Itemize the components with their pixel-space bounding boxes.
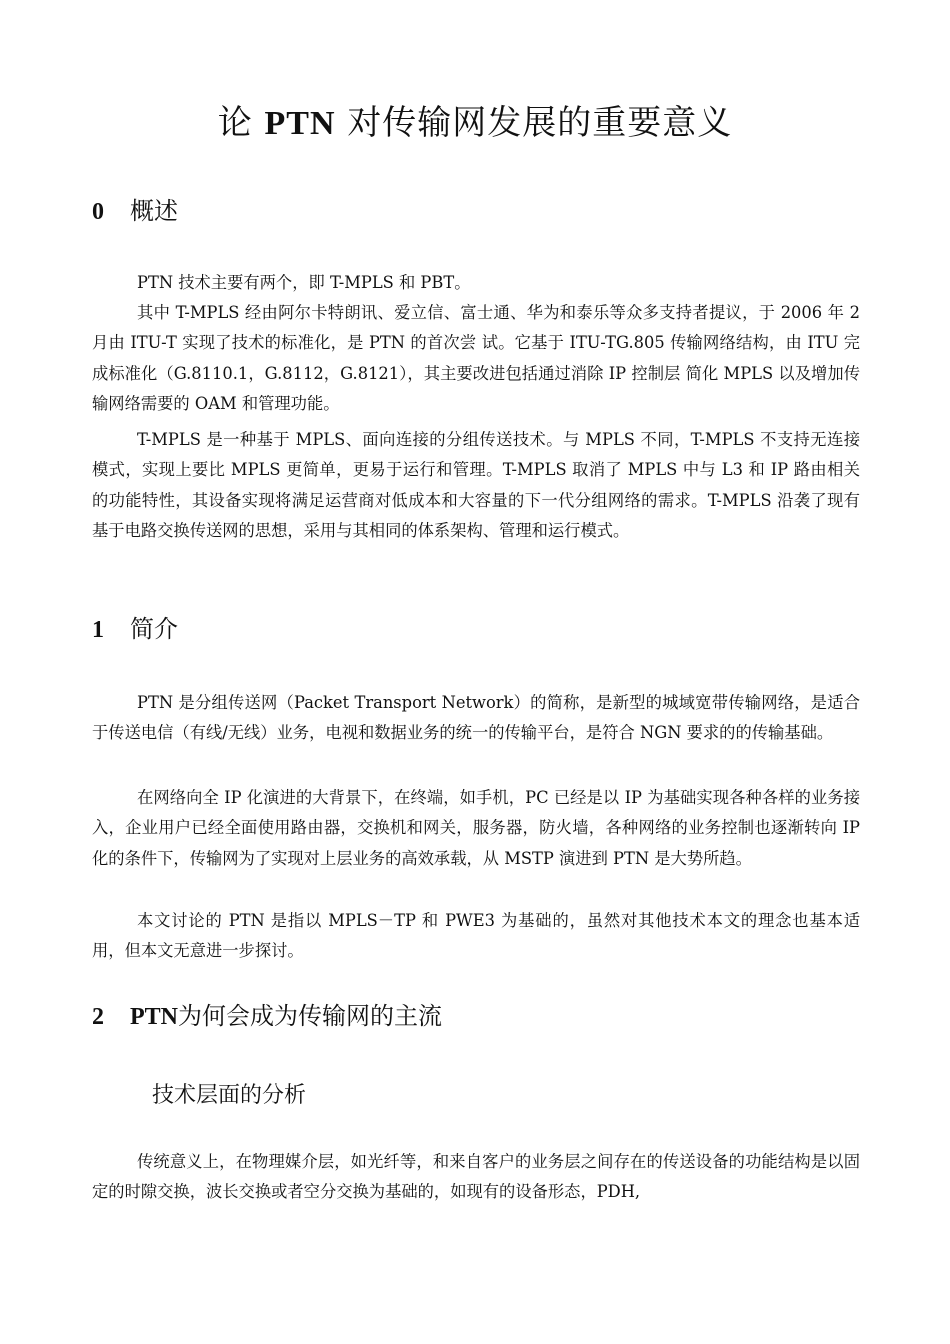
document-title — [0, 100, 950, 147]
section-heading-2 — [92, 1001, 442, 1032]
section-title: 概述 — [130, 197, 178, 225]
paragraph: 本文讨论的 PTN 是指以 MPLS－TP 和 PWE3 为基础的，虽然对其他技术本文的理念也基本适用，但本文无意进一步探讨。 — [92, 911, 860, 961]
section-number: 0 — [92, 199, 104, 225]
subsection-heading: 技术层面的分析 — [152, 1083, 307, 1108]
paragraph: 其中 T-MPLS 经由阿尔卡特朗讯、爱立信、富士通、华为和泰乐等众多支持者提议，于 2006 年 2 月由 ITU-T 实现了技术的标准化，是 PTN 的首次尝 试。它基于 ITU-TG.805 传输网络结构，由 ITU 完成标准化（G.8110.1，G.8112，G.8121），其主要改进包括通过消除 IP 控制层 简化 MPLS 以及增加传输网络需要的 OAM 和管理功能。 — [92, 303, 860, 414]
section-title: 简介 — [130, 615, 178, 643]
title-suffix: 对传输网发展的重要意义 — [347, 103, 733, 143]
section-heading-1 — [92, 614, 178, 645]
title-prefix: 论 — [217, 103, 253, 143]
section-number: 1 — [92, 617, 104, 643]
section-heading-0 — [92, 196, 178, 227]
title-bold: PTN — [264, 105, 336, 142]
paragraph: 在网络向全 IP 化演进的大背景下，在终端，如手机，PC 已经是以 IP 为基础实现各种各样的业务接入，企业用户已经全面使用路由器，交换机和网关，服务器，防火墙，各种网络的业务控制也逐渐转向 IP 化的条件下，传输网为了实现对上层业务的高效承载，从 MSTP 演进到 PTN 是大势所趋。 — [92, 788, 860, 868]
section-title-bold: PTN — [130, 1004, 178, 1030]
section-number: 2 — [92, 1004, 104, 1030]
paragraph: PTN 技术主要有两个，即 T-MPLS 和 PBT。 — [137, 273, 471, 292]
paragraph: T-MPLS 是一种基于 MPLS、面向连接的分组传送技术。与 MPLS 不同，T-MPLS 不支持无连接模式，实现上要比 MPLS 更简单，更易于运行和管理。T-MPLS 取消了 MPLS 中与 L3 和 IP 路由相关的功能特性，其设备实现将满足运营商对低成本和大容量的下一代分组网络的需求。T-MPLS 沿袭了现有基于电路交换传送网的思想，采用与其相同的体系架构、管理和运行模式。 — [92, 430, 860, 541]
paragraph: 传统意义上，在物理媒介层，如光纤等，和来自客户的业务层之间存在的传送设备的功能结构是以固定的时隙交换，波长交换或者空分交换为基础的，如现有的设备形态，PDH, — [92, 1152, 860, 1202]
section-title: 为何会成为传输网的主流 — [178, 1002, 442, 1030]
paragraph: PTN 是分组传送网（Packet Transport Network）的简称，是新型的城域宽带传输网络，是适合于传送电信（有线/无线）业务，电视和数据业务的统一的传输平台，是符合 NGN 要求的的传输基础。 — [92, 693, 860, 743]
